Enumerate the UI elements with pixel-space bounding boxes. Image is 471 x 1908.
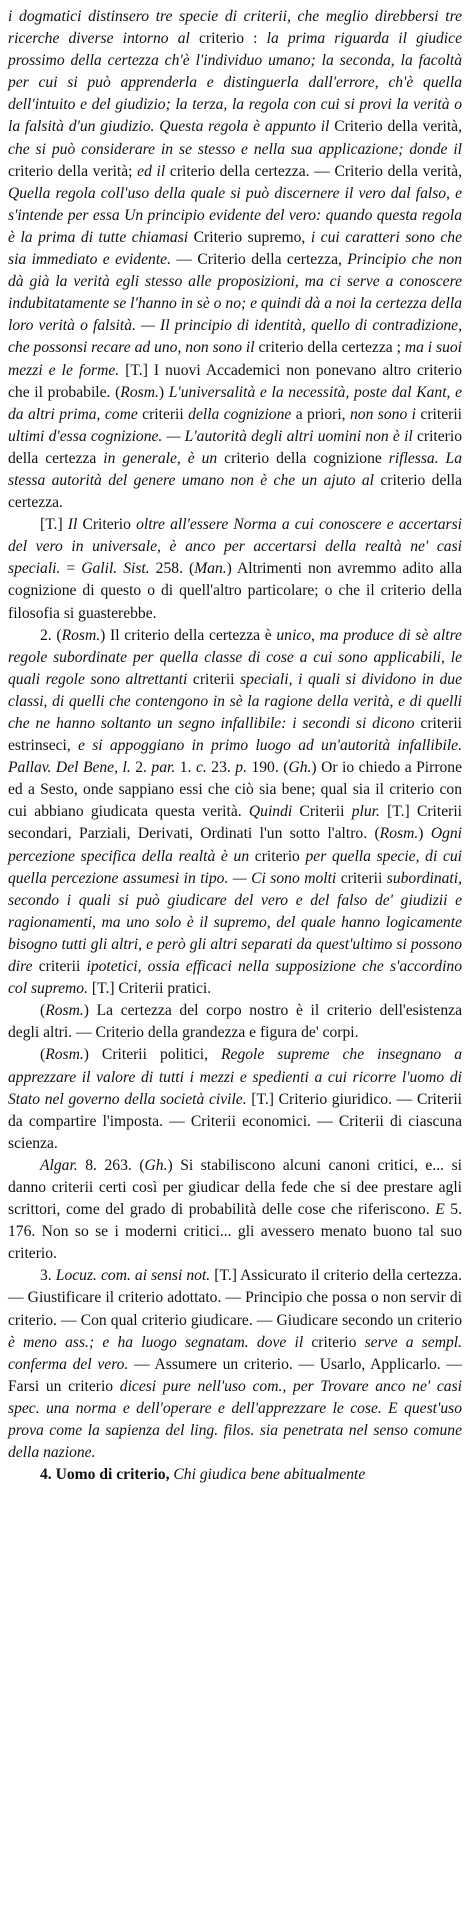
italic-text-run: Rosm. <box>45 1002 84 1020</box>
italic-text-run: E <box>435 1201 445 1219</box>
text-run: ) <box>418 825 431 843</box>
italic-text-run: Rosm. <box>120 383 159 401</box>
text-run: criterio : <box>189 30 267 48</box>
entry-paragraph <box>8 6 462 514</box>
italic-text-run: Il <box>67 516 78 534</box>
italic-text-run: non sono i <box>350 405 417 423</box>
text-run: ) <box>158 383 169 401</box>
text-run: criterio <box>249 847 306 865</box>
text-run: ) Or io chiedo a Pirrone ed a Sesto, onde sappiano essi che ciò sia bene; qual sia il criterio con cui abbiano giudicata questa verità. <box>8 759 463 821</box>
italic-text-run: la prima riguarda il giudice prossimo della certezza ch'è l'individuo umano; la seconda, la facoltà per cui si può apprenderla e distinguerla dall'errore, ch'è quella dell'intuito e del giudizio; la terza, la regola con cui si provi la verità o la falsità d'un giudizio. Questa regola è appunto il <box>8 30 462 136</box>
text-run: ( <box>40 1046 46 1064</box>
italic-text-run: Principio che non dà già la verità egli stesso alle proposizioni, ma ci serve a conoscere indubitatamente se l'hanno in sè o no; e quindi dà a noi la certezza della loro verità o falsità. — Il principio di identità, quello di contradizione, che possonsi recare ad uno, non sono il <box>8 251 462 357</box>
text-run: criterii <box>187 670 241 688</box>
entry-paragraph <box>8 1464 462 1486</box>
italic-text-run: Locuz. com. ai sensi not. <box>55 1267 211 1285</box>
text-run: [T.] <box>40 516 68 534</box>
text-run: — Assumere un criterio. — Usarlo, Applicarlo. — Farsi un criterio <box>8 1355 462 1395</box>
text-run: 23. <box>206 759 236 777</box>
text-run: ) Si stabiliscono alcuni canoni critici, e... si danno criterii certi così per giudicar della fede che si dee prestare agli scrittori, come del grado di probabilità delle cose che riferiscono. <box>8 1156 462 1219</box>
italic-text-run: Rosm. <box>61 626 101 644</box>
italic-text-run: Man. <box>194 560 227 578</box>
italic-text-run: dicesi pure nell'uso com., per Trovare anco ne' casi spec. una norma e dell'operare e dell'apprezzare le cose. E quest'uso prova come la sapienza del ling. filos. sia penetrata nel senso comune della nazione. <box>8 1377 462 1462</box>
text-run: criterio della cognizione <box>217 449 389 467</box>
italic-text-run: Gh. <box>288 759 312 777</box>
italic-text-run: Regole supreme che insegnano a apprezzare il valore di tutti i mezzi e spedienti a cui ricorre l'uomo di Stato nel governo della società civile. <box>8 1046 462 1108</box>
italic-text-run: Gh. <box>144 1156 168 1174</box>
text-run: 5. 176. Non so se i moderni critici... gli avessero menato buono tal suo criterio. <box>8 1201 462 1263</box>
italic-text-run: ultimi d'essa cognizione. — L'autorità degli altri uomini non è il <box>8 427 413 445</box>
text-run: Criterii <box>292 803 352 821</box>
entry-paragraph <box>8 625 462 1001</box>
text-run: criterii <box>137 405 189 423</box>
text-run: criterio della certezza. <box>8 471 462 512</box>
italic-text-run: per quella specie, di cui quella percezione assumesi in tipo. — Ci sono molti <box>8 847 462 887</box>
text-run: criterii <box>32 958 87 976</box>
italic-text-run: plur. <box>351 803 380 821</box>
text-run: 190. ( <box>246 759 289 777</box>
text-run: Criterio <box>77 516 137 534</box>
text-run: criterii estrinseci, <box>8 715 462 755</box>
text-run: criterii <box>416 405 462 423</box>
italic-text-run: è meno ass.; e ha luogo segnatam. dove il <box>8 1333 304 1351</box>
italic-text-run: Rosm. <box>379 825 419 843</box>
italic-text-run: e si appoggiano in primo luogo ad un'autorità infallibile. Pallav. Del Bene, l. <box>8 737 462 777</box>
text-run: criterio della certezza ; <box>254 339 405 357</box>
italic-text-run: ed il <box>137 162 166 180</box>
text-run: 8. 263. ( <box>77 1156 145 1174</box>
italic-text-run: c. <box>195 759 207 777</box>
text-run: Criterio supremo, <box>188 228 311 246</box>
text-run: ( <box>40 1002 46 1020</box>
italic-text-run: della cognizione <box>188 405 292 423</box>
text-run: Criterio della verità, <box>329 118 462 136</box>
sense-heading: 4. Uomo di criterio, <box>40 1466 170 1484</box>
text-run: 2. <box>130 759 152 777</box>
italic-text-run: L'universalità e la necessità, poste dal Kant, e da altri prima, come <box>8 383 463 423</box>
text-run: = <box>60 560 82 578</box>
italic-text-run: par. <box>151 759 176 777</box>
text-run: a priori, <box>291 405 350 423</box>
italic-text-run: Galil. Sist. <box>81 560 150 578</box>
text-run: 1. <box>175 759 196 777</box>
italic-text-run: i dogmatici distinsero tre specie di criterii, che meglio direbbersi tre ricerche diverse intorno al <box>8 8 462 48</box>
entry-paragraph <box>8 1265 462 1464</box>
text-run: 258. ( <box>149 560 195 578</box>
text-run: ) Criterii politici, <box>83 1046 221 1064</box>
italic-text-run: Algar. <box>40 1156 78 1174</box>
italic-text-run: Ogni percezione specifica della realtà è un <box>8 825 462 865</box>
italic-text-run: ipotetici, ossia efficaci nella supposizione che s'accordino col supremo. <box>8 958 462 998</box>
text-run: ) Altrimenti non avremmo adito alla cognizione di questo o di quell'altro particolare; o che il criterio della filosofia si guasterebbe. <box>8 560 463 622</box>
text-run: ) Il criterio della certezza è <box>100 626 277 644</box>
italic-text-run: serve a sempl. conferma del vero. <box>8 1333 462 1373</box>
entry-paragraph <box>8 514 462 624</box>
italic-text-run: Chi giudica bene abitualmente <box>173 1466 366 1484</box>
italic-text-run: subordinati, secondo i quali si può giudicare del vero e del falso de' giudizii e ragionamenti, ma uno solo è il supremo, del quale hanno logicamente bisogno tutti gli altri, e però gli altri separati da quest'ultimo si possono dire <box>8 869 462 976</box>
italic-text-run: oltre all'essere Norma a cui conoscere e accertarsi del vero in universale, è anco per accertarsi della realtà ne' casi speciali. <box>8 516 462 578</box>
text-run: 3. <box>40 1267 56 1285</box>
italic-text-run: ma i suoi mezzi e le forme. <box>8 339 462 379</box>
entry-paragraph <box>8 1000 462 1044</box>
italic-text-run: riflessa. La stessa autorità del genere umano non è che un ajuto al <box>8 449 463 489</box>
italic-text-run: Quella regola coll'uso della quale si può discernere il vero dal falso, e s'intende per essa Un principio evidente del vero: quando questa regola è la prima di tutte chiamasi <box>8 184 462 246</box>
italic-text-run: che si può considerare in se stesso e nella sua applicazione; donde il <box>8 140 462 158</box>
text-run: criterio della certezza <box>8 427 463 467</box>
text-run: — Criterio della certezza, <box>170 251 348 269</box>
text-run: [T.] Criterii pratici. <box>87 980 212 998</box>
italic-text-run: Rosm. <box>45 1046 84 1064</box>
entry-paragraph <box>8 1155 462 1265</box>
entry-paragraph <box>8 1044 462 1154</box>
text-run: criterio della certezza. — Criterio della verità, <box>165 162 462 180</box>
italic-text-run: i cui caratteri sono che sia immediato e evidente. <box>8 228 462 269</box>
italic-text-run: speciali, i quali si dividono in due classi, di quelli che contengono in sè la ragione della verità, e di quelli che ne hanno soltanto un segno infallibile: i secondi si dicono <box>8 670 463 732</box>
text-run: criterii <box>336 869 387 887</box>
text-run: [T.] Assicurato il criterio della certezza. — Giustificare il criterio adottato. — Principio che possa o non servir di criterio. — Con qual criterio giudicare. — Giudicare secondo un criterio <box>8 1267 462 1329</box>
text-run: criterio <box>303 1333 365 1351</box>
text-run: criterio della verità; <box>8 162 138 180</box>
text-run: ) La certezza del corpo nostro è il criterio dell'esistenza degli altri. — Criterio della grandezza e figura de' corpi. <box>8 1002 462 1042</box>
italic-text-run: p. <box>235 759 247 777</box>
text-run: [T.] I nuovi Accademici non ponevano altro criterio che il probabile. ( <box>8 361 462 401</box>
italic-text-run: Quindi <box>248 803 293 821</box>
italic-text-run: in generale, è un <box>103 449 218 467</box>
text-run: 2. ( <box>40 626 62 644</box>
italic-text-run: unico, ma produce di sè altre regole subordinate per quella classe di cose a cui sono applicabili, le quali regole sono altrettanti <box>8 626 462 688</box>
text-run: [T.] Criterii secondari, Parziali, Derivati, Ordinati l'un sotto l'altro. ( <box>8 803 462 843</box>
text-run: [T.] Criterio giuridico. — Criterii da compartire l'imposta. — Criterii economici. — Criterii di ciascuna scienza. <box>8 1090 462 1152</box>
